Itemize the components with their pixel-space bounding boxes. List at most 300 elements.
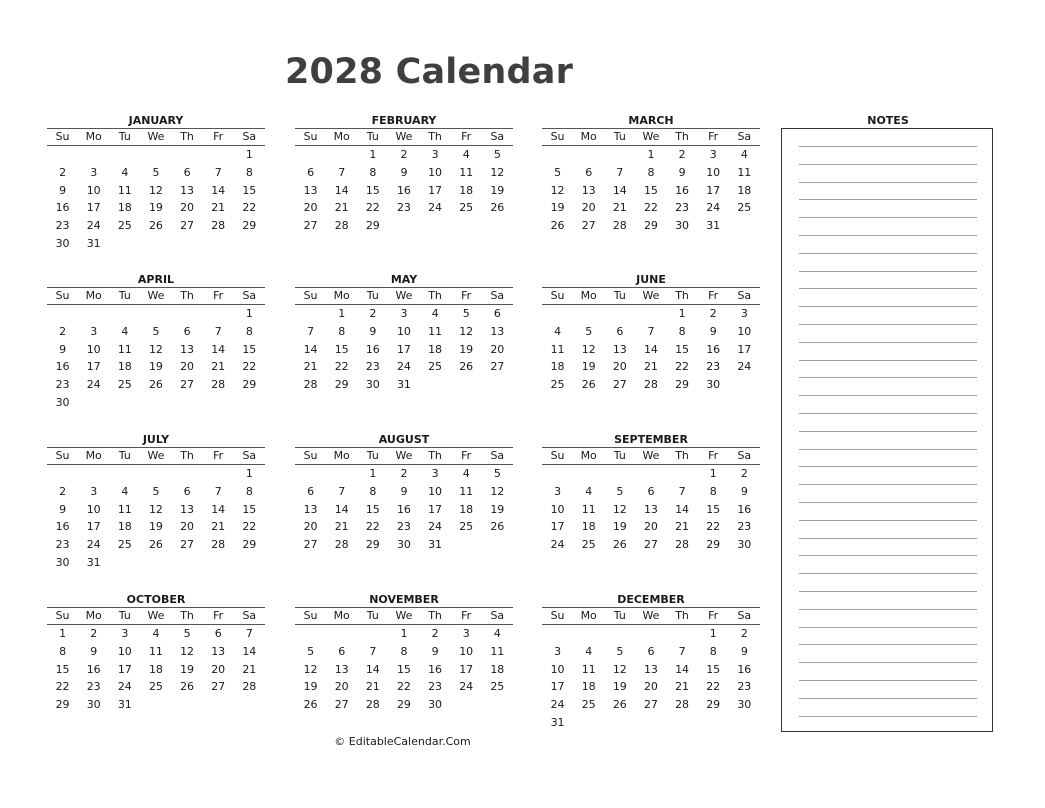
day-cell: 18 xyxy=(428,342,443,356)
day-cell: 14 xyxy=(303,342,318,356)
day-cell: 16 xyxy=(86,662,101,676)
week-row xyxy=(542,643,760,661)
day-cell: 4 xyxy=(462,148,470,161)
day-cell: 11 xyxy=(117,183,132,197)
day-cell xyxy=(667,714,698,732)
note-line xyxy=(799,520,977,521)
note-line xyxy=(799,644,977,645)
day-cell xyxy=(78,465,109,483)
day-cell: 10 xyxy=(428,165,443,179)
day-cell: 26 xyxy=(459,360,474,374)
weekday-label: Fr xyxy=(213,289,224,302)
week-row xyxy=(47,661,265,679)
day-cell: 31 xyxy=(428,538,443,552)
day-cell: 3 xyxy=(90,324,98,338)
note-line xyxy=(799,217,977,218)
week-row xyxy=(542,501,760,519)
day-cell: 21 xyxy=(334,520,349,534)
day-cell: 7 xyxy=(338,165,346,179)
day-cell: 25 xyxy=(581,698,596,712)
weekday-label: Su xyxy=(303,609,318,622)
day-cell: 20 xyxy=(180,201,195,215)
weekday-label: We xyxy=(395,130,413,143)
day-cell: 6 xyxy=(616,324,624,338)
weekday-label: Fr xyxy=(461,130,472,143)
week-row xyxy=(542,696,760,714)
day-cell: 23 xyxy=(396,201,411,215)
day-cell: 29 xyxy=(706,698,721,712)
day-cell: 7 xyxy=(214,165,222,179)
day-cell: 9 xyxy=(400,165,408,179)
day-cell: 15 xyxy=(706,662,721,676)
day-cell: 28 xyxy=(675,698,690,712)
day-cell: 12 xyxy=(148,342,163,356)
day-cell: 25 xyxy=(737,201,752,215)
weekday-label: Tu xyxy=(366,609,379,622)
weekday-label: We xyxy=(147,609,165,622)
day-cell: 1 xyxy=(59,627,67,640)
day-cell: 11 xyxy=(428,324,443,338)
day-cell: 24 xyxy=(550,698,565,712)
week-row xyxy=(295,661,513,679)
day-cell: 28 xyxy=(612,219,627,233)
day-cell: 28 xyxy=(211,538,226,552)
day-cell: 3 xyxy=(554,644,562,658)
day-cell: 3 xyxy=(709,148,717,161)
day-cell: 19 xyxy=(148,360,163,374)
note-line xyxy=(799,164,977,165)
weekday-label: Sa xyxy=(242,449,257,462)
weekday-header xyxy=(47,128,265,146)
weekday-label: Mo xyxy=(333,289,350,302)
day-cell: 2 xyxy=(431,627,439,640)
day-cell: 26 xyxy=(581,378,596,392)
weekday-label: Su xyxy=(550,609,565,622)
weekday-label: Tu xyxy=(118,130,131,143)
day-cell xyxy=(234,394,265,412)
day-cell: 27 xyxy=(643,538,658,552)
day-cell: 24 xyxy=(550,538,565,552)
day-cell: 2 xyxy=(59,165,67,179)
weekday-label: Fr xyxy=(708,609,719,622)
day-cell: 6 xyxy=(307,165,315,179)
day-cell: 4 xyxy=(121,484,129,498)
week-row xyxy=(542,305,760,323)
note-line xyxy=(799,591,977,592)
day-cell: 6 xyxy=(338,644,346,658)
day-cell: 10 xyxy=(86,502,101,516)
day-cell: 18 xyxy=(459,502,474,516)
note-line xyxy=(799,306,977,307)
day-cell xyxy=(573,465,604,483)
day-cell: 25 xyxy=(459,520,474,534)
day-cell: 18 xyxy=(581,520,596,534)
day-cell: 20 xyxy=(490,342,505,356)
day-cell: 17 xyxy=(706,183,721,197)
weekday-label: Th xyxy=(675,449,689,462)
week-row xyxy=(295,483,513,501)
week-row xyxy=(47,465,265,483)
day-cell: 11 xyxy=(117,342,132,356)
day-cell xyxy=(140,696,171,714)
day-cell xyxy=(203,465,234,483)
day-cell: 16 xyxy=(737,502,752,516)
month-june xyxy=(542,273,760,394)
day-cell: 13 xyxy=(581,183,596,197)
day-cell: 27 xyxy=(303,219,318,233)
day-cell: 13 xyxy=(303,183,318,197)
day-cell xyxy=(604,625,635,643)
weekday-header xyxy=(542,128,760,146)
day-cell: 17 xyxy=(117,662,132,676)
day-cell: 20 xyxy=(643,680,658,694)
day-cell: 26 xyxy=(148,538,163,552)
weekday-label: Tu xyxy=(613,130,626,143)
day-cell: 29 xyxy=(242,219,257,233)
week-row xyxy=(295,146,513,164)
day-cell xyxy=(482,217,513,235)
day-cell: 19 xyxy=(490,183,505,197)
day-cell xyxy=(573,714,604,732)
day-cell xyxy=(203,235,234,253)
day-cell: 19 xyxy=(612,520,627,534)
day-cell: 1 xyxy=(245,148,253,161)
day-cell: 31 xyxy=(86,236,101,250)
day-cell: 21 xyxy=(334,201,349,215)
day-cell: 18 xyxy=(581,680,596,694)
note-line xyxy=(799,627,977,628)
weekday-label: Mo xyxy=(333,609,350,622)
day-cell: 14 xyxy=(211,502,226,516)
day-cell: 17 xyxy=(550,520,565,534)
day-cell xyxy=(47,146,78,164)
day-cell: 8 xyxy=(709,644,717,658)
footer-copyright: © EditableCalendar.Com xyxy=(334,735,471,748)
day-cell xyxy=(604,305,635,323)
day-cell: 6 xyxy=(493,307,501,320)
weekday-label: Tu xyxy=(613,449,626,462)
day-cell xyxy=(109,394,140,412)
day-cell: 1 xyxy=(678,307,686,320)
day-cell: 5 xyxy=(554,165,562,179)
week-row xyxy=(47,376,265,394)
note-line xyxy=(799,573,977,574)
day-cell: 24 xyxy=(428,201,443,215)
weekday-label: Fr xyxy=(213,449,224,462)
month-name: JANUARY xyxy=(128,114,184,127)
day-cell: 22 xyxy=(242,201,257,215)
day-cell: 10 xyxy=(117,644,132,658)
weekday-label: Th xyxy=(428,130,442,143)
weekday-label: Tu xyxy=(118,289,131,302)
day-cell: 11 xyxy=(550,342,565,356)
day-cell: 17 xyxy=(86,360,101,374)
day-cell: 26 xyxy=(303,698,318,712)
day-cell: 9 xyxy=(369,324,377,338)
week-row xyxy=(47,696,265,714)
weekday-label: Fr xyxy=(213,130,224,143)
day-cell: 11 xyxy=(148,644,163,658)
weekday-label: Mo xyxy=(580,449,597,462)
day-cell: 7 xyxy=(616,165,624,179)
day-cell xyxy=(635,465,666,483)
day-cell: 2 xyxy=(59,324,67,338)
day-cell: 23 xyxy=(55,219,70,233)
day-cell xyxy=(604,465,635,483)
day-cell: 9 xyxy=(709,324,717,338)
day-cell: 23 xyxy=(55,538,70,552)
day-cell: 12 xyxy=(148,183,163,197)
day-cell: 23 xyxy=(706,360,721,374)
week-row xyxy=(47,554,265,572)
weekday-label: Th xyxy=(428,449,442,462)
day-cell: 29 xyxy=(242,538,257,552)
day-cell: 30 xyxy=(737,538,752,552)
day-cell: 23 xyxy=(737,680,752,694)
day-cell xyxy=(420,376,451,394)
week-row xyxy=(47,199,265,217)
day-cell: 2 xyxy=(740,467,748,480)
week-row xyxy=(47,678,265,696)
day-cell: 9 xyxy=(59,183,67,197)
weekday-label: Fr xyxy=(461,289,472,302)
day-cell: 30 xyxy=(86,698,101,712)
week-row xyxy=(47,358,265,376)
day-cell xyxy=(357,625,388,643)
day-cell: 26 xyxy=(490,520,505,534)
weekday-label: We xyxy=(642,609,660,622)
day-cell: 22 xyxy=(643,201,658,215)
day-cell: 7 xyxy=(307,324,315,338)
day-cell: 30 xyxy=(428,698,443,712)
day-cell: 17 xyxy=(428,502,443,516)
day-cell: 2 xyxy=(400,148,408,161)
note-line xyxy=(799,555,977,556)
day-cell xyxy=(109,235,140,253)
weekday-label: Th xyxy=(180,289,194,302)
day-cell: 7 xyxy=(338,484,346,498)
day-cell: 10 xyxy=(459,644,474,658)
day-cell: 3 xyxy=(431,467,439,480)
note-line xyxy=(799,538,977,539)
day-cell: 12 xyxy=(148,502,163,516)
day-cell: 3 xyxy=(740,307,748,320)
day-cell: 8 xyxy=(245,324,253,338)
week-row xyxy=(295,643,513,661)
day-cell: 22 xyxy=(242,360,257,374)
month-july xyxy=(47,433,265,572)
day-cell: 12 xyxy=(303,662,318,676)
day-cell: 12 xyxy=(612,502,627,516)
day-cell: 13 xyxy=(612,342,627,356)
week-row xyxy=(295,678,513,696)
day-cell: 9 xyxy=(740,484,748,498)
day-cell: 14 xyxy=(675,662,690,676)
day-cell xyxy=(203,394,234,412)
weekday-label: Sa xyxy=(242,609,257,622)
day-cell: 15 xyxy=(706,502,721,516)
day-cell: 6 xyxy=(183,165,191,179)
month-name: DECEMBER xyxy=(617,593,685,606)
day-cell: 27 xyxy=(211,680,226,694)
weekday-label: Su xyxy=(303,130,318,143)
week-row xyxy=(542,358,760,376)
day-cell: 13 xyxy=(490,324,505,338)
weekday-label: Fr xyxy=(708,449,719,462)
day-cell: 16 xyxy=(55,520,70,534)
day-cell: 26 xyxy=(612,538,627,552)
day-cell: 5 xyxy=(585,324,593,338)
day-cell xyxy=(604,714,635,732)
day-cell: 25 xyxy=(117,538,132,552)
day-cell: 15 xyxy=(365,183,380,197)
day-cell xyxy=(482,696,513,714)
week-row xyxy=(542,518,760,536)
day-cell: 5 xyxy=(152,324,160,338)
day-cell: 27 xyxy=(581,219,596,233)
weekday-label: We xyxy=(147,130,165,143)
day-cell: 30 xyxy=(737,698,752,712)
weekday-header xyxy=(47,287,265,305)
weekday-label: Fr xyxy=(461,449,472,462)
day-cell: 11 xyxy=(459,484,474,498)
day-cell: 22 xyxy=(242,520,257,534)
day-cell: 19 xyxy=(612,680,627,694)
day-cell: 21 xyxy=(242,662,257,676)
day-cell: 27 xyxy=(180,378,195,392)
day-cell: 8 xyxy=(647,165,655,179)
day-cell: 16 xyxy=(396,183,411,197)
day-cell: 13 xyxy=(334,662,349,676)
day-cell: 28 xyxy=(334,219,349,233)
notes-title: NOTES xyxy=(867,114,909,127)
weekday-label: Tu xyxy=(118,449,131,462)
note-line xyxy=(799,235,977,236)
day-cell: 5 xyxy=(493,148,501,161)
day-cell: 31 xyxy=(396,378,411,392)
day-cell xyxy=(172,305,203,323)
day-cell: 24 xyxy=(706,201,721,215)
day-cell: 19 xyxy=(180,662,195,676)
weekday-header xyxy=(542,607,760,625)
day-cell: 6 xyxy=(647,644,655,658)
day-cell xyxy=(47,465,78,483)
day-cell: 6 xyxy=(183,324,191,338)
month-november xyxy=(295,593,513,714)
day-cell xyxy=(295,625,326,643)
day-cell: 21 xyxy=(643,360,658,374)
day-cell xyxy=(140,305,171,323)
day-cell: 10 xyxy=(428,484,443,498)
day-cell: 19 xyxy=(490,502,505,516)
calendar-title: 2028 Calendar xyxy=(285,52,574,92)
day-cell: 30 xyxy=(55,395,70,409)
note-line xyxy=(799,324,977,325)
day-cell: 5 xyxy=(152,484,160,498)
day-cell: 20 xyxy=(612,360,627,374)
weekday-label: Sa xyxy=(490,609,505,622)
month-name: NOVEMBER xyxy=(369,593,439,606)
day-cell xyxy=(667,625,698,643)
day-cell: 17 xyxy=(428,183,443,197)
day-cell: 21 xyxy=(211,360,226,374)
day-cell: 9 xyxy=(90,644,98,658)
day-cell: 29 xyxy=(675,378,690,392)
day-cell: 15 xyxy=(396,662,411,676)
day-cell: 13 xyxy=(303,502,318,516)
week-row xyxy=(47,323,265,341)
day-cell xyxy=(451,376,482,394)
day-cell xyxy=(140,394,171,412)
day-cell: 27 xyxy=(180,538,195,552)
day-cell xyxy=(482,536,513,554)
day-cell: 4 xyxy=(152,627,160,640)
month-name: OCTOBER xyxy=(126,593,186,606)
day-cell: 25 xyxy=(117,219,132,233)
month-october xyxy=(47,593,265,714)
day-cell xyxy=(604,146,635,164)
day-cell: 8 xyxy=(400,644,408,658)
weekday-label: Su xyxy=(55,449,70,462)
day-cell: 5 xyxy=(462,307,470,320)
month-name: APRIL xyxy=(137,273,175,286)
day-cell: 25 xyxy=(148,680,163,694)
day-cell: 5 xyxy=(493,467,501,480)
day-cell: 8 xyxy=(245,165,253,179)
day-cell: 25 xyxy=(459,201,474,215)
day-cell: 13 xyxy=(180,183,195,197)
weekday-label: Sa xyxy=(737,449,752,462)
day-cell xyxy=(78,394,109,412)
week-row xyxy=(295,625,513,643)
note-line xyxy=(799,199,977,200)
day-cell xyxy=(78,305,109,323)
day-cell: 27 xyxy=(643,698,658,712)
day-cell: 21 xyxy=(675,520,690,534)
month-december xyxy=(542,593,760,732)
week-row xyxy=(295,465,513,483)
note-line xyxy=(799,609,977,610)
day-cell: 12 xyxy=(490,165,505,179)
day-cell: 21 xyxy=(612,201,627,215)
day-cell: 29 xyxy=(55,698,70,712)
day-cell xyxy=(635,305,666,323)
weekday-label: Mo xyxy=(85,289,102,302)
day-cell: 3 xyxy=(400,307,408,320)
weekday-label: Tu xyxy=(118,609,131,622)
day-cell: 1 xyxy=(400,627,408,640)
day-cell: 6 xyxy=(307,484,315,498)
day-cell: 17 xyxy=(737,342,752,356)
weekday-label: Th xyxy=(180,449,194,462)
day-cell: 3 xyxy=(554,484,562,498)
weekday-label: We xyxy=(642,449,660,462)
day-cell: 15 xyxy=(55,662,70,676)
day-cell: 8 xyxy=(709,484,717,498)
day-cell: 8 xyxy=(678,324,686,338)
day-cell: 1 xyxy=(709,467,717,480)
note-line xyxy=(799,395,977,396)
week-row xyxy=(542,199,760,217)
day-cell: 23 xyxy=(86,680,101,694)
note-line xyxy=(799,253,977,254)
day-cell xyxy=(451,217,482,235)
day-cell: 18 xyxy=(459,183,474,197)
day-cell: 4 xyxy=(493,627,501,640)
day-cell: 2 xyxy=(369,307,377,320)
day-cell: 28 xyxy=(334,538,349,552)
day-cell: 19 xyxy=(581,360,596,374)
